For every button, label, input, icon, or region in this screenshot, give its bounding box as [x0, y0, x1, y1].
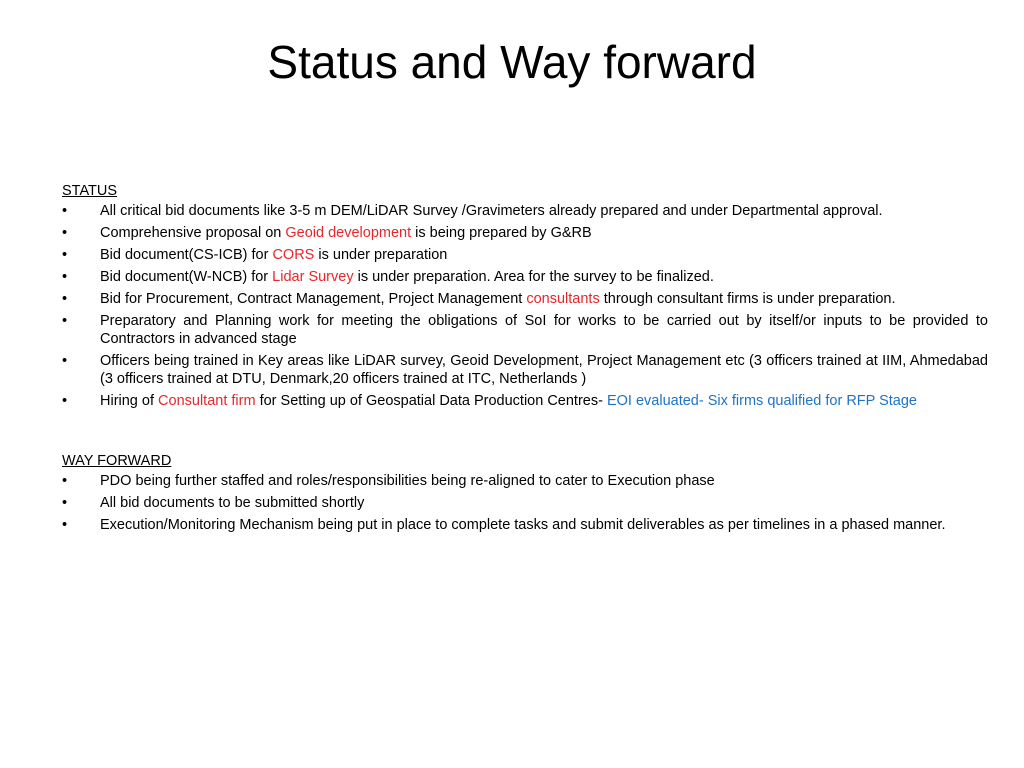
way-forward-list	[62, 472, 988, 534]
bullet-icon: •	[62, 393, 68, 409]
highlighted-text: CORS	[272, 247, 315, 263]
bullet-item	[62, 246, 988, 264]
slide-body	[62, 182, 988, 538]
slide-title: Status and Way forward	[267, 36, 757, 88]
bullet-icon: •	[62, 269, 68, 285]
highlighted-text: Consultant firm	[158, 393, 256, 409]
bullet-item	[62, 352, 988, 388]
section-spacer	[62, 414, 988, 452]
item-text: is under preparation	[314, 247, 448, 263]
bullet-icon: •	[62, 353, 68, 369]
item-text: for Setting up of Geospatial Data Production Centres-	[255, 393, 607, 409]
highlighted-text: Geoid development	[285, 225, 412, 241]
bullet-item	[62, 392, 988, 410]
bullet-item	[62, 494, 988, 512]
status-list	[62, 202, 988, 410]
bullet-item	[62, 268, 988, 286]
bullet-icon: •	[62, 247, 68, 263]
bullet-icon: •	[62, 225, 68, 241]
item-text: Bid document(W-NCB) for	[100, 269, 273, 285]
item-text: PDO being further staffed and roles/responsibilities being re-aligned to cater to Execution phase	[100, 473, 715, 489]
bullet-icon: •	[62, 203, 68, 219]
bullet-icon: •	[62, 473, 68, 489]
bullet-item	[62, 202, 988, 220]
item-text: is under preparation. Area for the survey to be finalized.	[353, 269, 714, 285]
highlighted-text: consultants	[526, 291, 600, 307]
item-text: All bid documents to be submitted shortly	[100, 495, 365, 511]
bullet-item	[62, 516, 988, 534]
way-forward-heading: WAY FORWARD	[62, 453, 172, 469]
status-heading: STATUS	[62, 183, 118, 199]
highlighted-text: EOI evaluated- Six firms qualified for RFP Stage	[606, 393, 917, 409]
item-text: Hiring of	[100, 393, 159, 409]
bullet-item	[62, 224, 988, 242]
item-text: Bid for Procurement, Contract Management, Project Management	[100, 291, 527, 307]
item-text: Comprehensive proposal on	[100, 225, 286, 241]
bullet-icon: •	[62, 291, 68, 307]
item-text: All critical bid documents like 3-5 m DEM/LiDAR Survey /Gravimeters already prepared and under Departmental approval.	[100, 203, 883, 219]
item-text: Preparatory and Planning work for meeting the obligations of SoI for works to be carried out by itself/or inputs to be provided to Contractors in advanced stage	[100, 313, 988, 347]
highlighted-text: Lidar Survey	[272, 269, 354, 285]
bullet-icon: •	[62, 495, 68, 511]
bullet-icon: •	[62, 517, 68, 533]
bullet-item	[62, 472, 988, 490]
bullet-item	[62, 312, 988, 348]
item-text: Officers being trained in Key areas like LiDAR survey, Geoid Development, Project Management etc (3 officers trained at IIM, Ahmedabad (3 officers trained at DTU, Denmark,20 officers trained at ITC, Netherlands )	[100, 353, 988, 387]
status-section	[62, 182, 988, 410]
way-forward-section	[62, 452, 988, 534]
bullet-icon: •	[62, 313, 68, 329]
item-text: through consultant firms is under preparation.	[599, 291, 896, 307]
item-text: is being prepared by G&RB	[411, 225, 592, 241]
item-text: Execution/Monitoring Mechanism being put in place to complete tasks and submit deliverables as per timelines in a phased manner.	[100, 517, 946, 533]
item-text: Bid document(CS-ICB) for	[100, 247, 273, 263]
bullet-item	[62, 290, 988, 308]
